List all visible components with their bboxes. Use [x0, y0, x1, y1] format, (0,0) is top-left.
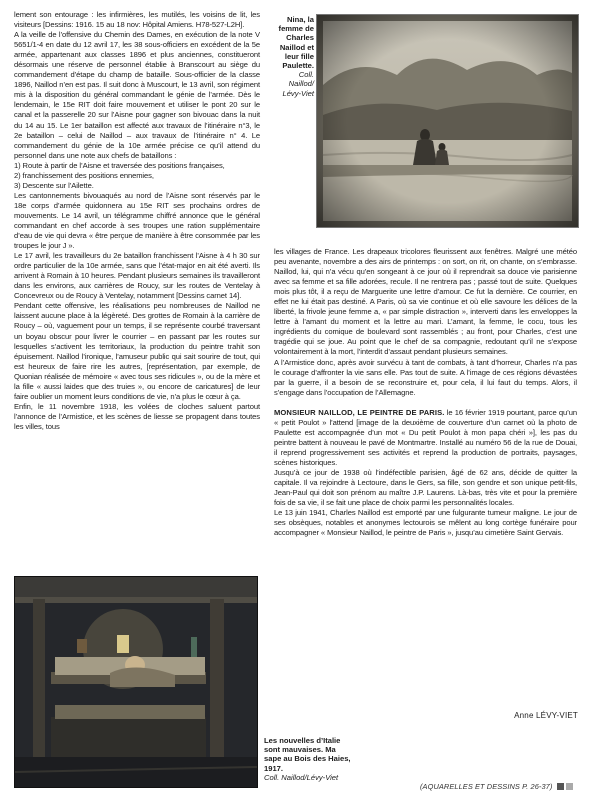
paragraph: A la veille de l’offensive du Chemin des Dames, en exécution de la note V 5651/1-4 en date du 12 avril 17, les 38 sous-officiers en excédent de la 5e armée, appartenant aux classes 1896 et plus anciennes, constitueront désormais une réserve de personnel établie à Branscourt au siège du commandement d’étape du champ de bataille. Sous-officier de la classe 1896, Naillod n’en est pas. Il suit donc à Muscourt, le 13 avril, son régiment mis à la disposition du général commandant le génie de l’armée. Dès le lendemain, le 15e RIT doit faire mouvement et utiliser le pont 20 sur le canal et la passerelle 20 sur l’Aisne pour gagner son bivouac dans la nuit du 14 au 15. Le 1er bataillon est affecté aux travaux de l’itinéraire n°3, le 2e bataillon – celui de Naillod – aux travaux de l’itinéraire n° 4. Le commandement du génie de la 10e armée précise ce qu’il attend du personnel dans une note aux chefs de bataillons : [14, 30, 260, 160]
article-column-1 [14, 10, 260, 432]
photo-caption-top [272, 15, 314, 98]
paragraph-text: le 16 février 1919 pourtant, parce qu’un « petit Poulot » l’attend [image de la deuxième de couverture d’un carnet où la photo de Paulette est accompagnée d’un mot « Du petit Poulot à mon papa chéri »], les pas du peintre battent à nouveau le pavé de Montmartre. Installé au numéro 56 de la rue de Douai, il reprend progressivement ses activités et reprend la production de portraits, paysages, scènes historiques. [274, 407, 577, 467]
caption-title: Les nouvelles d’Italie sont mauvaises. Ma sape au Bois des Haies, 1917. [264, 736, 351, 773]
list-item: 1) Route à partir de l’Aisne et traversée des positions françaises, [14, 160, 225, 170]
footer-square-dark-icon [557, 783, 564, 790]
paragraph: Le 13 juin 1941, Charles Naillod est emporté par une fulgurante tumeur maligne. Le jour de ses obsèques, notables et anonymes lectourois se mêlent au long cortège funéraire pour accompagner « Monsieur Naillod, le peintre de Paris », jusqu’au cimetière Saint Gervais. [274, 508, 577, 538]
paragraph: Jusqu’à ce jour de 1938 où l’indéfectible parisien, âgé de 62 ans, décide de quitter la capitale. Il va rejoindre à Lectoure, dans le Gers, sa fille, son gendre et son unique petit-fils, Jean-Paul qui doit son prénom au maître J.P. Laurens. Là-bas, très vite et pour la première fois de sa vie, il se fait une place de choix parmi les personnalités locales. [274, 467, 577, 508]
photo-pond-scene [317, 15, 578, 227]
paragraph: Les cantonnements bivouaqués au nord de l’Aisne sont réservés par le 18e corps d’armée quidonnera au 15e RIT ses prochains ordres de mouvements. Le 14 avril, un télégramme chiffré annonce que le général commandant en chef accorde à ses troupes une ration supplémentaire d’eau de vie qui devra « être perçue de manière à être consommée par les troupes le jour J ». [14, 190, 260, 251]
painting-dugout-scene [14, 576, 258, 788]
paragraph: Le 17 avril, les travailleurs du 2e bataillon franchissent l’Aisne à 4 h 30 sur ordre particulier de la 10e armée, sans que l’état-major en ait été averti. Ils arrivent à Romain à 10 heures. Pendant plusieurs semaines ils travailleront dans les environs, aux carrières de Roucy, sur les routes de Ventelay à Concevreux ou de Roucy à Ventelay, notamment [Dessins carnet 14]. [14, 251, 260, 301]
author-signature: Anne LÉVY-VIET [514, 711, 578, 720]
paragraph: Enfin, le 11 novembre 1918, les volées de cloches saluent partout l’annonce de l’Armistice, et les scènes de liesse se propagent dans toutes les villes, tous [14, 401, 260, 431]
article-column-2 [274, 247, 577, 538]
caption-credit: Coll. Naillod/Lévy-Viet [264, 772, 339, 782]
paragraph: Pendant cette offensive, les réalisations peu nombreuses de Naillod ne laissent aucune place à la légèreté. Des grottes de Romain à la carrière de Roucy – où, vaguement pour un temps, il se représente courbé traversant un boyau obscur pour livrer le courrier – en passant par les routes sur lesquelles s’activent les territoriaux, la production du peintre trahit son épuisement. Naillod l’ironique, l’amuseur public qui sait sourire de tout, qui est heureux de faire rire les autres, [représentation, par exemple, de Quonian réalisée de mémoire « avec tous ses ridicules », ou de la mère et la fille « aussi laides que des truies », ou encore de caricatures] de leur faire oublier un moment leurs conditions de vie, n’a plus le cœur à ça. [14, 301, 260, 401]
footer-reference-text: (AQUARELLES ET DESSINS P. 26-37) [420, 782, 553, 791]
list-item: 3) Descente sur l’Ailette. [14, 180, 94, 190]
photo-caption-bottom [264, 736, 354, 782]
list-item: 2) franchissement des positions ennemies, [14, 170, 154, 180]
caption-credit: Coll. Naillod/ Lévy-Viet [282, 70, 314, 98]
painting-sape-interior [15, 577, 257, 787]
photo-nina-and-paulette [316, 14, 579, 228]
caption-title: Nina, la femme de Charles Naillod et leur fille Paulette. [278, 15, 314, 71]
paragraph: A l’Armistice donc, après avoir survécu à tant de combats, à tant d’horreur, Charles n’a pas le courage d’affronter la vie sans elle. Pas tout de suite. A l’image de ces régions dévastées par la guerre, il a besoin de se reconstruire et, pour cela, il lui faut du temps. Alors, il s’engage dans l’occupation de l’Allemagne. [274, 357, 577, 397]
footer-square-light-icon [566, 783, 573, 790]
paragraph: lement son entourage : les infirmières, les mutilés, les voisins de lit, les visiteurs [Dessins: 1916. 15 au 18 nov: Hôpital Amiens. H78-527-L2H]. [14, 10, 260, 30]
paragraph [274, 408, 577, 468]
page-footer-reference [420, 782, 590, 791]
paragraph: les villages de France. Les drapeaux tricolores fleurissent aux fenêtres. Malgré une météo peu avenante, novembre a des airs de printemps : on sort, on rit, on chante, on s’embrasse. Naillod, lui, qui n’a vécu qu’en songeant à ce jour où il reprendrait sa douce vie parisienne avec sa femme et sa fille adorées, recule. Il ne rentrera pas ; passé tout de suite. Quelques mois plus tôt, il a reçu de Marguerite une lettre d’amour. Ce fut la dernière. Ce courrier, en effet ne lui était pas destiné. A Paris, où sa vie continue et où elle savoure les délices de la liberté, la frivole jeune femme a, « par simple distraction », interverti dans les enveloppes la lettre à l’amant du moment et la lettre au mari. L’amant, la femme, le cocu, tous les ingrédients du comique de boulevard sont rassemblés ; au front, pour Charles, c’est une tragédie qui se joue. Au point que le chef de sa compagnie, redoutant qu’il ne s’expose volontairement à la mort, l’interdit d’assaut pendant plusieurs semaines. [274, 247, 577, 357]
section-lead-heading: MONSIEUR NAILLOD, LE PEINTRE DE PARIS. [274, 407, 445, 417]
